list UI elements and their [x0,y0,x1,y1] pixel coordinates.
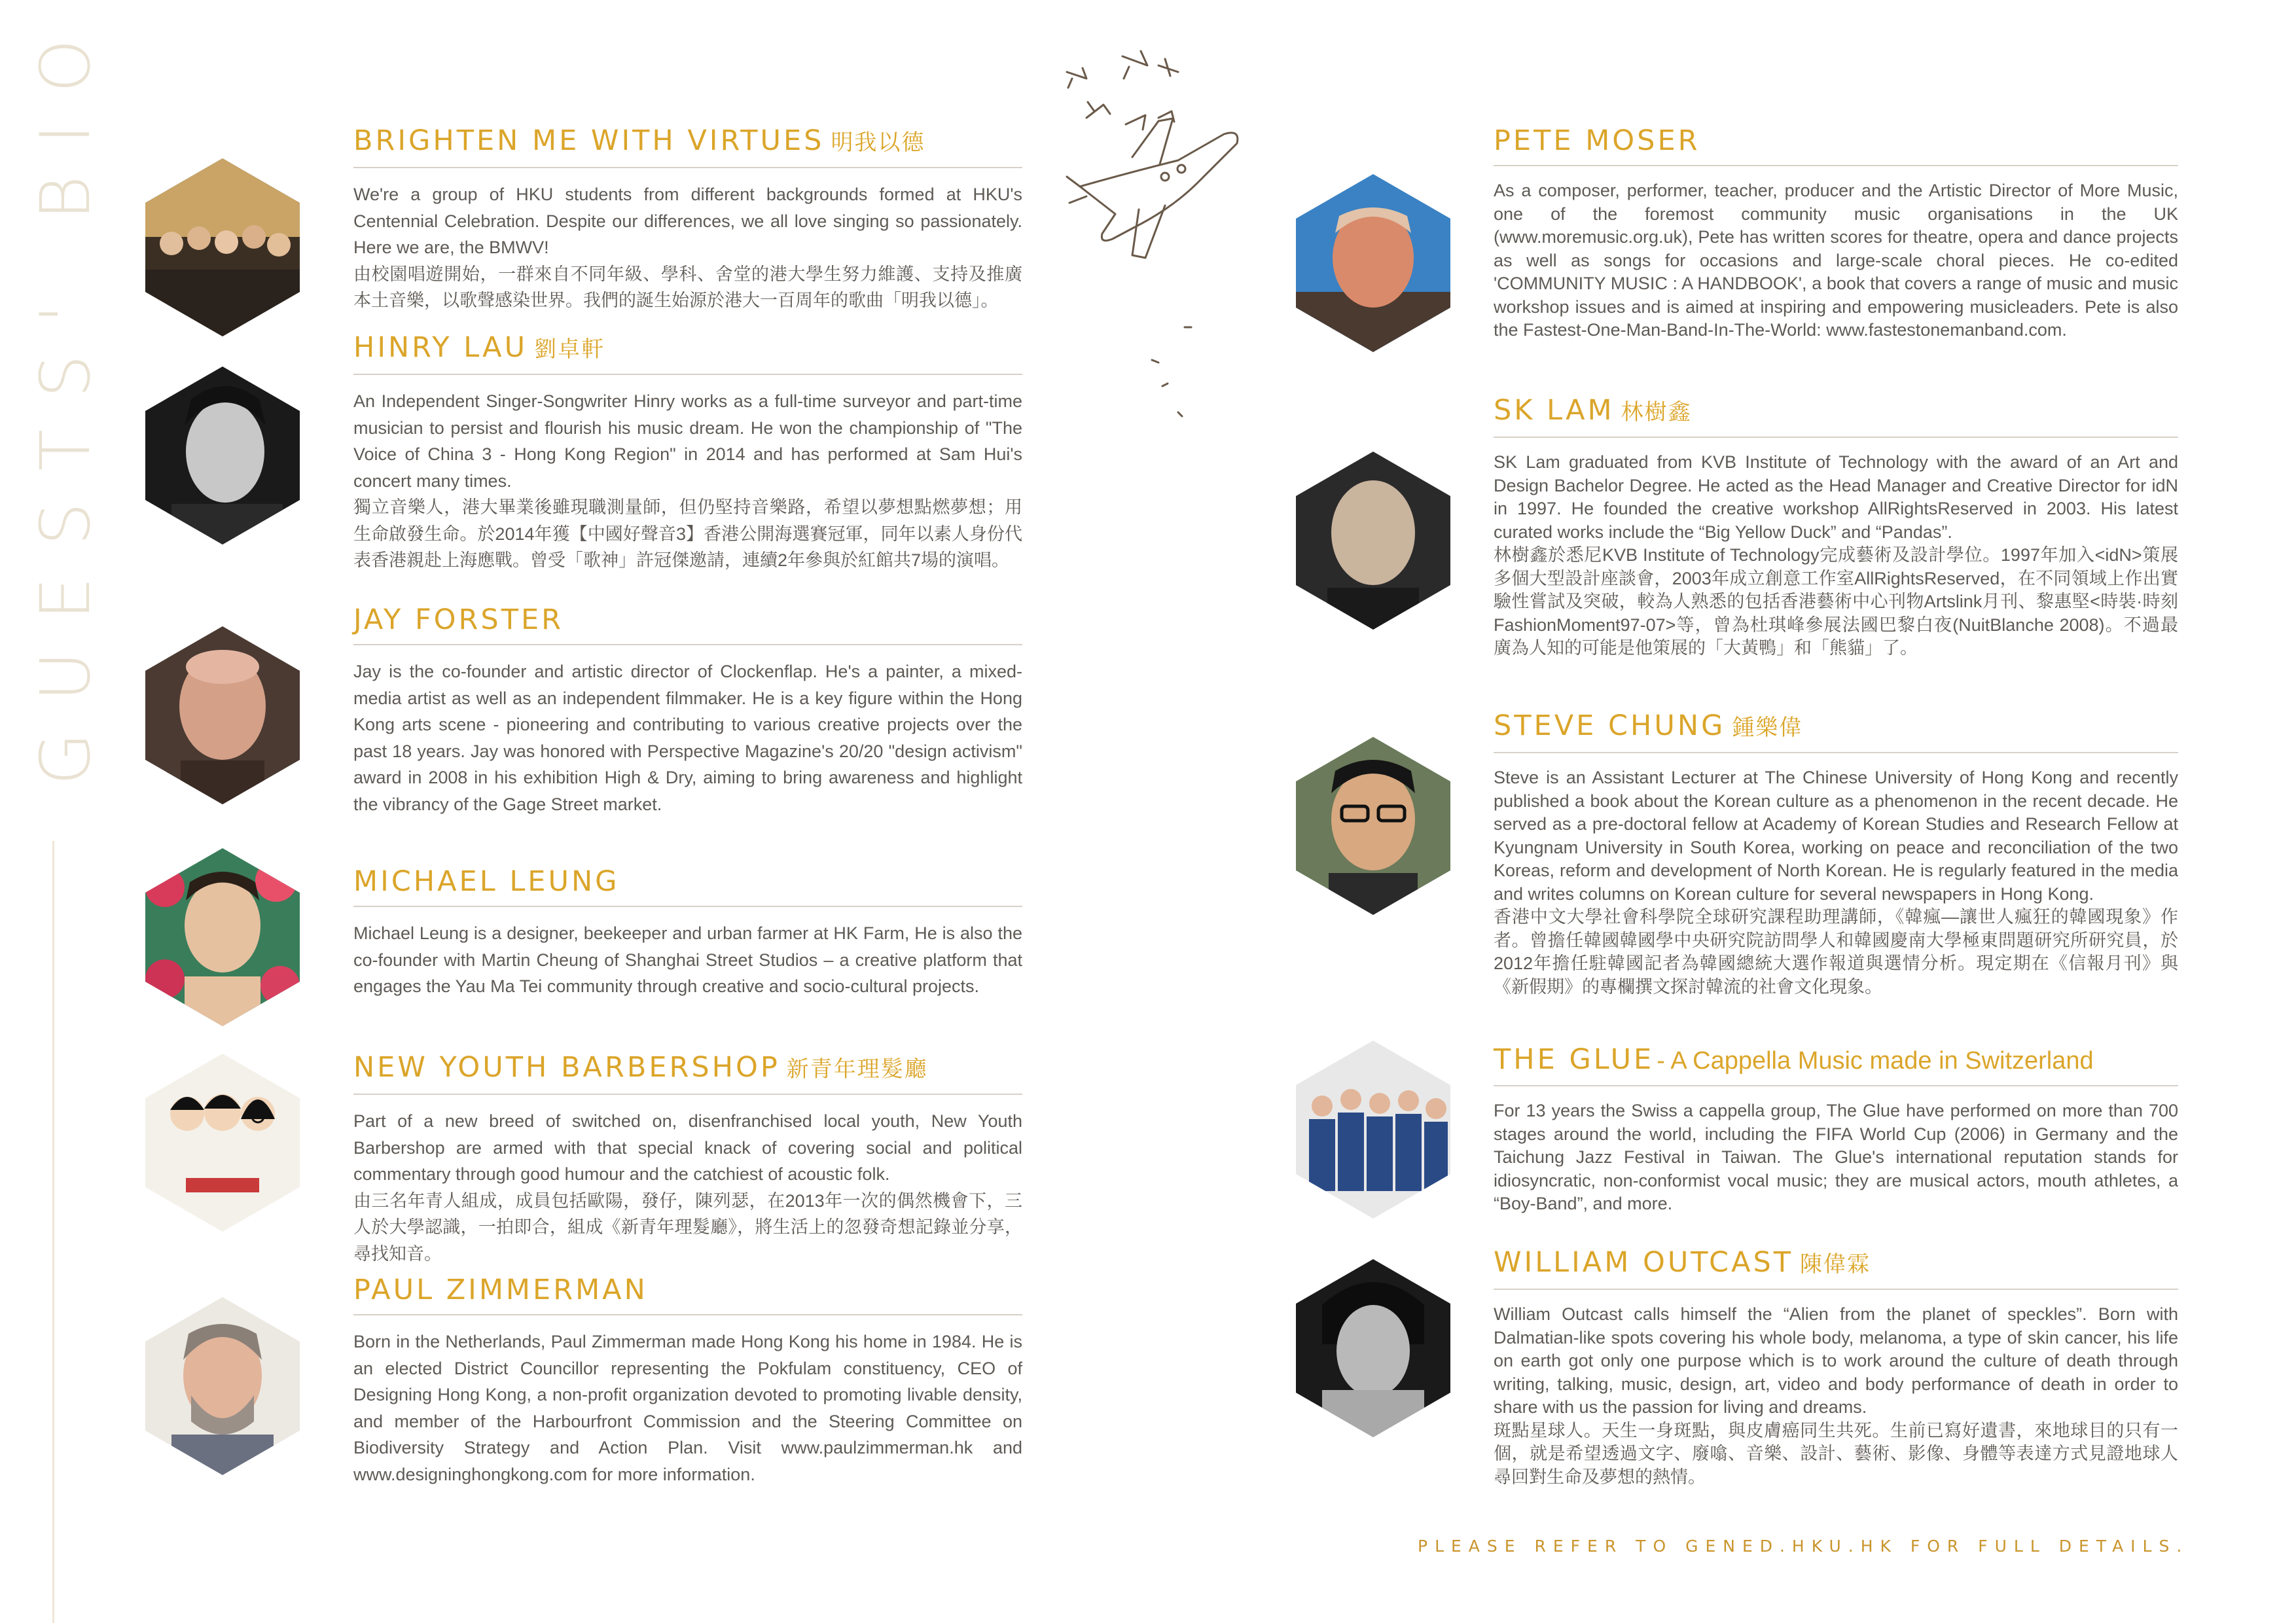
guest-bio [353,1108,1022,1267]
avatar-pete-moser [1296,174,1450,352]
guest-bio [353,181,1022,314]
guest-bio [353,1329,1022,1488]
bio-entry [1494,122,2178,342]
bio-english: As a composer, performer, teacher, producer and the Artistic Director of More Music, one of the foremost community music organisations in the UK (www.moremusic.org.uk), Pete has written scores for theatre, opera and dance projects as well as songs for occasions and large-scale choral pieces. He co-edited 'COMMUNITY MUSIC : A HANDBOOK', a book that covers a range of music and music workshop issues and is aimed at inspiring and empowering musicleaders. Pete is also the Fastest-One-Man-Band-In-The-World: www.fastestonemanband.com. [1494,181,2178,340]
guest-name-heading [353,329,1022,375]
bio-english: William Outcast calls himself the “Alien from the planet of speckles”. Born with Dalmatian-like spots covering his whole body, melanoma, a type of skin cancer, his life on earth got only one purpose which is to work around the culture of death through writing, talking, music, design, art, video and body performance of death in order to share with us the passion for living and dreams. [1494,1304,2178,1417]
guest-bio [353,388,1022,574]
guest-name-heading [1494,1041,2178,1086]
avatar-michael-leung [145,848,300,1026]
bio-chinese: 斑點星球人。天生一身斑點，與皮膚癌同生共死。生前已寫好遺書，來地球目的只有一個，就是希望透過文字、廢噏、音樂、設計、藝術、影像、身體等表達方式見證地球人尋回對生命及夢想的熱情。 [1494,1420,2178,1487]
bio-english: SK Lam graduated from KVB Institute of Technology with the award of an Art and Design Bachelor Degree. He acted as the Head Manager and Creative Director for idN in 1997. He founded the creative workshop AllRightsReserved in 2003. His latest curated works include the “Big Yellow Duck” and “Pandas”. [1494,452,2178,542]
bio-english: Michael Leung is a designer, beekeeper and urban farmer at HK Farm, He is also the co-founder with Martin Cheung of Shanghai Street Studios – a creative platform that engages the Yau Ma Tei community through creative and socio-cultural projects. [353,923,1022,996]
bio-chinese: 獨立音樂人，港大畢業後雖現職測量師，但仍堅持音樂路，希望以夢想點燃夢想；用生命啟發生命。於2014年獲【中國好聲音3】香港公開海選賽冠軍，同年以素人身份代表香港親赴上海應戰。曾受「歌神」許冠傑邀請，連續2年參與於紅館共7場的演唱。 [353,497,1022,570]
bio-entry [353,1048,1022,1267]
avatar-steve-chung [1296,737,1450,915]
guest-name: WILLIAM OUTCAST [1494,1246,1794,1279]
guest-bio [1494,451,2178,660]
page-title: GUESTS' BIO [26,7,105,785]
guest-name-heading [353,1048,1022,1095]
airplane-sketch-icon [1060,46,1257,452]
bio-english: An Independent Singer-Songwriter Hinry works as a full-time surveyor and part-time musician to persist and flourish his music dream. He won the championship of "The Voice of China 3 - Hong Kong Region" in 2014 and has performed at Sam Hui's concert many times. [353,391,1022,491]
avatar-william-outcast [1296,1259,1450,1437]
bio-entry [353,863,1022,1000]
guest-bio [1494,1303,2178,1489]
bio-chinese: 林樹鑫於悉尼KVB Institute of Technology完成藝術及設計學位。1997年加入<idN>策展多個大型設計座談會，2003年成立創意工作室AllRightsReserved，在不同領域上作出實驗性嘗試及突破，較為人熟悉的包括香港藝術中心刊物Artslink月刊、黎惠堅<時裝·時刻FashionMoment97-07>等，曾為杜琪峰參展法國巴黎白夜(NuitBlanche 2008)。不過最廣為人知的可能是他策展的「大黃鴨」和「熊貓」了。 [1494,545,2178,658]
guest-name-zh: 陳偉霖 [1800,1251,1871,1277]
guest-name-heading [1494,122,2178,166]
guest-name: HINRY LAU [353,331,528,364]
bio-english: We're a group of HKU students from different backgrounds formed at HKU's Centennial Celebration. Despite our differences, we all love singing so passionately. Here we are, the BMWV! [353,185,1022,257]
guest-bio [353,920,1022,1000]
title-rule [52,841,54,1623]
bio-english: Jay is the co-founder and artistic director of Clockenflap. He's a painter, a mixed-media artist as well as an independent filmmaker. He is a key figure within the Hong Kong arts scene - pioneering and contributing to various creative projects over the past 18 years. Jay was honored with Perspective Magazine's 20/20 "design activism" award in 2008 in his exhibition High & Dry, aiming to bring awareness and highlight the vibrancy of the Gage Street market. [353,662,1022,814]
avatar-the-glue [1296,1041,1450,1219]
guest-name-heading [353,1271,1022,1315]
avatar-paul-zimmerman [145,1297,300,1475]
avatar-jay-forster [145,626,300,804]
guest-name-zh: 林樹鑫 [1621,399,1692,425]
guest-bio [353,658,1022,817]
guest-name: PAUL ZIMMERMAN [353,1274,648,1306]
guest-name-heading [353,863,1022,907]
footer-note: PLEASE REFER TO GENED.HKU.HK FOR FULL DETAILS. [1418,1537,2189,1556]
avatar-new-youth-barbershop [145,1054,300,1232]
guest-name: JAY FORSTER [353,603,564,636]
guest-name-heading [1494,707,2178,753]
bio-entry [1494,1041,2178,1216]
guest-name: NEW YOUTH BARBERSHOP [353,1051,780,1084]
guest-name: THE GLUE [1494,1043,1655,1076]
bio-english: Born in the Netherlands, Paul Zimmerman made Hong Kong his home in 1984. He is an elected District Councillor representing the Pokfulam constituency, CEO of Designing Hong Kong, a non-profit organization devoted to promoting livable density, and member of the Harbourfront Commission and the Steering Committee on Biodiversity Strategy and Action Plan. Visit www.paulzimmerman.hk and www.designinghongkong.com for more information. [353,1332,1022,1484]
guest-name: BRIGHTEN ME WITH VIRTUES [353,124,825,157]
bio-english: Part of a new breed of switched on, disenfranchised local youth, New Youth Barbershop are armed with that special knack of covering social and political commentary through good humour and the catchiest of acoustic folk. [353,1111,1022,1184]
bio-entry [353,601,1022,817]
guest-name-zh: 新青年理髮廳 [786,1056,928,1082]
avatar-sk-lam [1296,452,1450,630]
guest-name: PETE MOSER [1494,124,1700,157]
bio-entry [353,122,1022,314]
guest-bio [1494,179,2178,342]
bio-entry [1494,391,2178,660]
guest-name: MICHAEL LEUNG [353,865,620,898]
guest-bio [1494,1099,2178,1216]
guest-name-zh: 鍾樂偉 [1732,715,1803,741]
bio-chinese: 香港中文大學社會科學院全球研究課程助理講師，《韓瘋—讓世人瘋狂的韓國現象》作者。曾擔任韓國韓國學中央研究院訪問學人和韓國慶南大學極東問題研究所研究員，於2012年擔任駐韓國記者為韓國總統大選作報道與選情分析。現定期在《信報月刊》與《新假期》的專欄撰文探討韓流的社會文化現象。 [1494,907,2178,997]
bio-chinese: 由三名年青人組成，成員包括歐陽，發仔，陳列瑟，在2013年一次的偶然機會下，三人於大學認識，一拍即合，組成《新青年理髮廳》，將生活上的忽發奇想記錄並分享，尋找知音。 [353,1190,1022,1264]
avatar-bmwv [145,158,300,336]
guest-name-heading [1494,1243,2178,1290]
avatar-hinry-lau [145,366,300,544]
bio-entry [353,1271,1022,1488]
bio-chinese: 由校園唱遊開始，一群來自不同年級、學科、舍堂的港大學生努力維護、支持及推廣本土音樂，以歌聲感染世界。我們的誕生始源於港大一百周年的歌曲「明我以德」。 [353,264,1022,310]
guest-name-zh: 明我以德 [831,130,925,156]
bio-entry [1494,707,2178,999]
bio-english: Steve is an Assistant Lecturer at The Chinese University of Hong Kong and recently published a book about the Korean culture as a phenomenon in the recent decade. He served as a pre-doctoral fellow at Academy of Korean Studies and Research Fellow at Kyungnam University in South Korea, working on peace and reconciliation of the two Koreas, reform and development of North Korean. He is regularly featured in the media and writes columns on Korean culture for several newspapers in Hong Kong. [1494,768,2178,904]
bio-english: For 13 years the Swiss a cappella group, The Glue have performed on more than 700 stages around the world, including the FIFA World Cup (2006) in Germany and the Taichung Jazz Festival in Taiwan. The Glue's international reputation stands for idiosyncratic, non-conformist vocal music; they are musical actors, mouth athletes, a “Boy-Band”, and more. [1494,1101,2178,1213]
guest-name: SK LAM [1494,394,1615,427]
guest-name-heading [353,122,1022,168]
guest-name-zh: 劉卓軒 [534,336,605,363]
bio-entry [353,329,1022,574]
guest-name-heading [353,601,1022,645]
bio-entry [1494,1243,2178,1489]
guest-name-heading [1494,391,2178,438]
guest-subtitle: - A Cappella Music made in Switzerland [1657,1047,2094,1075]
guest-bio [1494,766,2178,999]
guest-name: STEVE CHUNG [1494,709,1726,742]
